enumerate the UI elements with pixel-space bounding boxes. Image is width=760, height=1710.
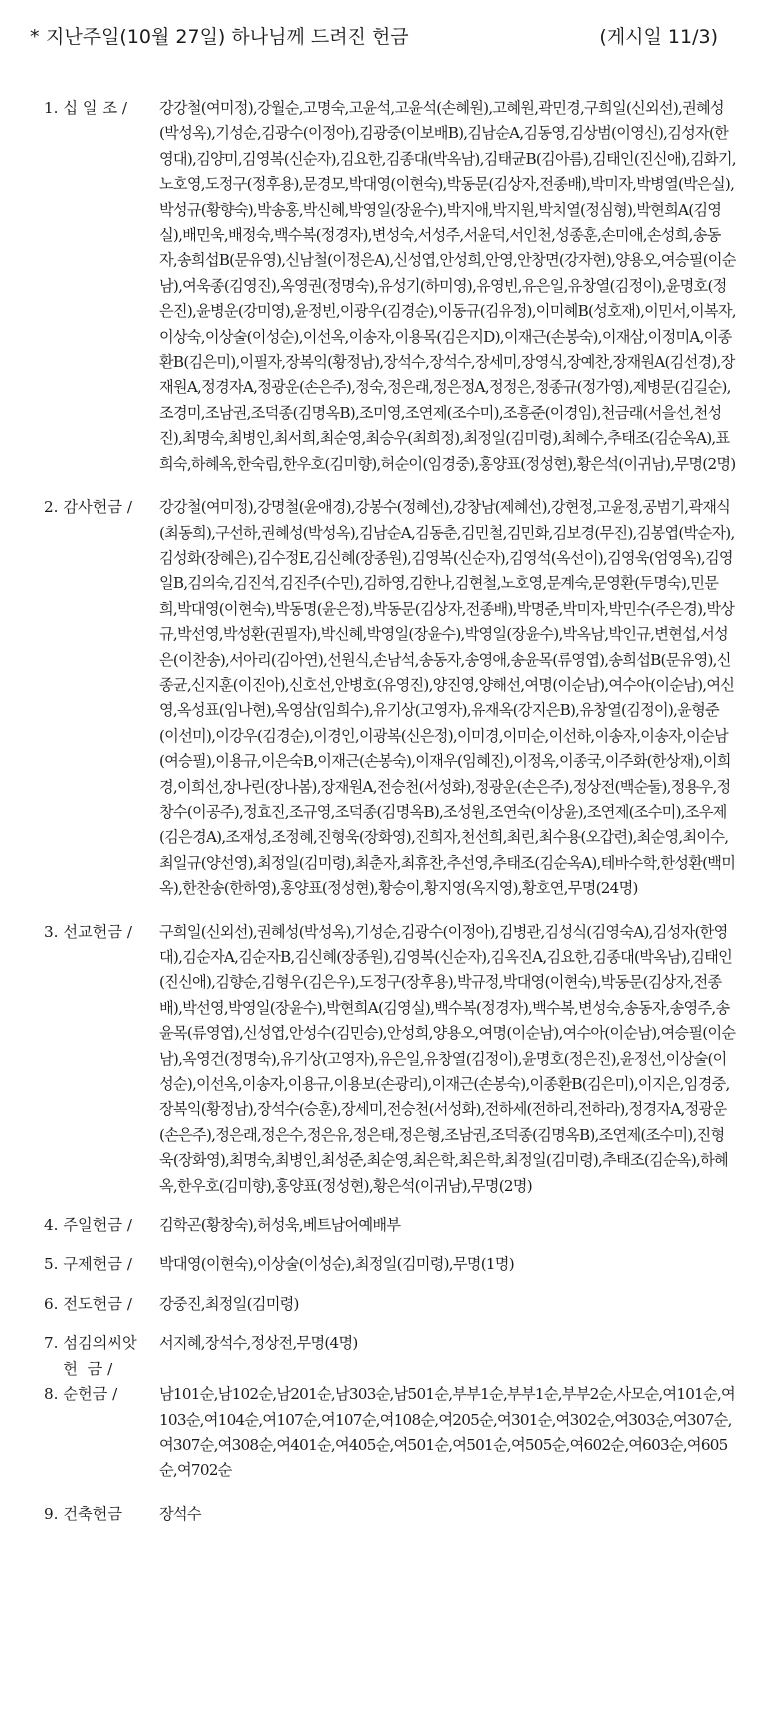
- offering-relief: [30, 1252, 736, 1277]
- offering-label: 4. 주일헌금 /: [44, 1216, 132, 1235]
- offering-label: 9. 건축헌금: [44, 1504, 123, 1523]
- offering-seed-of-service: [30, 1331, 736, 1382]
- donor-names: 서지혜,장석수,정상전,무명(4명): [159, 1334, 358, 1353]
- bullet-star: *: [30, 26, 40, 48]
- donor-names: 장석수: [159, 1504, 201, 1523]
- offering-label: 2. 감사헌금 /: [44, 498, 132, 517]
- offering-label: 8. 순헌금 /: [44, 1385, 118, 1404]
- posting-date: (게시일 11/3): [599, 26, 718, 48]
- page-header: [30, 22, 736, 52]
- offering-tithe: [30, 96, 736, 477]
- offering-evangelism: [30, 1292, 736, 1317]
- offering-label: 1. 십 일 조 /: [44, 99, 127, 117]
- offering-cell-group: [30, 1382, 736, 1484]
- offering-label: 3. 선교헌금 /: [44, 922, 132, 941]
- donor-names: 김학곤(황창숙),허성욱,베트남어예배부: [159, 1216, 401, 1235]
- offering-label: 7. 섬김의씨앗 헌 금 /: [44, 1334, 137, 1378]
- donor-names: 구희일(신외선),권혜성(박성옥),기성순,김광수(이정아),김병관,김성식(김영숙A),김성자(한영대),김순자A,김순자B,김신혜(장종원),김영복(신순자),김옥진A,김요한,김종대(박옥남),김태인(진신애),김향순,김형우(김은우),도정구(장후용),박규정,박대영(이현숙),박동문(김상자,전종배),박선영,박영일(장윤수),박현희A(김영실),백수복(정경자),백수복,변성숙,송동자,송영주,송윤목(류영엽),신성엽,안성수(김민승),안성희,양용오,여명(이순남),여수아(이순남),여승필(이순남),옥영건(정명숙),유기상(고영자),유은일,유창열(김정이),윤명호(정은진),윤정선,이상술(이성순),이선옥,이송자,이용규,이용보(손광리),이재근(손봉숙),이종환B(김은미),이지은,임경중,장복익(황정남),장석수(승훈),장세미,전승천(서성화),전하세(전하리,전하라),정경자A,정광운(손은주),정은래,정은수,정은유,정은태,정은형,조남권,조덕종(김명옥B),조연제(조수미),진형욱(장화영),최명숙,최병인,최성준,최순영,최은학,최은학,최정일(김미령),추태조(김순옥),하혜옥,한우호(김미향),홍양표(정성현),황은석(이귀남),무명(2명): [159, 922, 736, 1195]
- offering-thanksgiving: [30, 495, 736, 902]
- offering-building: [30, 1502, 736, 1527]
- page-title: 지난주일(10월 27일) 하나님께 드려진 헌금: [46, 26, 409, 48]
- donor-names: 강강철(여미정),강월순,고명숙,고윤석,고윤석(손혜원),고혜원,곽민경,구희일(신외선),권혜성(박성옥),기성순,김광수(이정아),김광중(이보배B),김남순A,김동영,김상범(이영신),김성자(한영대),김양미,김영복(신순자),김요한,김종대(박옥남),김태균B(김아름),김태인(진신애),김화기,노호영,도정구(정후용),문경모,박대영(이현숙),박동문(김상자,전종배),박미자,박병열(박은실),박성규(황향숙),박송홍,박신혜,박영일(장윤수),박지애,박지원,박치열(정심형),박현희A(김영실),배민욱,배정숙,백수복(정경자),변성숙,서성주,서윤덕,서인천,성종훈,손미애,손성희,송동자,송희섭B(문유영),신남철(이정은A),신성엽,안성희,안영,안창면(강자현),양용오,여승필(이순남),여욱종(김영진),옥영권(정명숙),유성기(하미영),유영빈,유은일,유창열(김정이),윤명호(정은진),윤병운(강미영),윤정빈,이광우(김경순),이동규(김유정),이미혜B(성호재),이민서,이복자,이상숙,이상술(이성순),이선옥,이송자,이용목(김은지D),이재근(손봉숙),이재삼,이정미A,이종환B(김은미),이필자,장복익(황정남),장석수,장석수,장세미,장영식,장예찬,장재원A(김선경),장재원A,정경자A,정광운(손은주),정숙,정은래,정은정A,정정은,정종규(정가영),제병문(김길순),조경미,조남권,조덕종(김명옥B),조미영,조연제(조수미),조흥준(이경임),천금래(서을선,천성진),최명숙,최병인,최서희,최순영,최승우(최희정),최정일(김미령),최혜수,추태조(김순옥A),표희숙,하혜옥,한숙림,한우호(김미향),허순이(임경중),홍양표(정성현),황은석(이귀남),무명(2명): [159, 99, 736, 473]
- donor-names: 남101순,남102순,남201순,남303순,남501순,부부1순,부부1순,부부2순,사모순,여101순,여103순,여104순,여107순,여107순,여108순,여205순,여301순,여302순,여303순,여307순,여307순,여308순,여401순,여405순,여501순,여501순,여505순,여602순,여603순,여605순,여702순: [159, 1385, 735, 1480]
- donor-names: 강강철(여미정),강명철(윤애경),강봉수(정혜선),강창남(제혜선),강현정,고윤정,공범기,곽재식(최동희),구선하,권혜성(박성옥),김남순A,김동춘,김민철,김민화,김보경(무진),김봉엽(박순자),김성화(장혜은),김수정E,김신혜(장종원),김영복(신순자),김영석(옥선이),김영욱(엄영옥),김영일B,김의숙,김진석,김진주(수민),김하영,김한나,김현철,노호영,문계숙,문영환(두명숙),민문희,박대영(이현숙),박동명(윤은정),박동문(김상자,전종배),박명준,박미자,박민수(주은경),박상규,박선영,박성환(권필자),박신혜,박영일(장윤수),박영일(장윤수),박옥남,박인규,변현섭,서성은(이찬송),서아리(김아연),선원식,손남석,송동자,송영애,송윤목(류영엽),송희섭B(문유영),신종균,신지훈(이진아),신호선,안병호(유영진),양진영,양해선,여명(이순남),여수아(이순남),여신영,옥성표(임나현),옥영삼(임희수),유기상(고영자),유재옥(강지은B),유창열(김정이),윤형준(이선미),이강우(김경순),이경인,이광복(신은정),이미경,이미순,이선하,이송자,이송자,이순남(여승필),이용규,이은숙B,이재근(손봉숙),이재우(임혜진),이정옥,이종국,이주화(한상재),이희경,이희선,장나린(장나봄),장재원A,전승천(서성화),정광운(손은주),정상전(백순둘),정용우,정창수(이공주),정효진,조규영,조덕종(김명옥B),조성원,조연숙(이상윤),조연제(조수미),조우제(김은경A),조재성,조정혜,진형욱(장화영),진희자,천선희,최린,최수용(오갑련),최순영,최이수,최일규(양선영),최정일(김미령),최춘자,최휴찬,추선영,추태조(김순옥A),테바수학,한성환(백미옥),한찬송(한하영),홍양표(정성현),황승이,황지영(옥지영),황호연,무명(24명): [159, 498, 736, 898]
- donor-names: 박대영(이현숙),이상술(이성순),최정일(김미령),무명(1명): [159, 1255, 514, 1274]
- donor-names: 강중진,최정일(김미령): [159, 1294, 299, 1313]
- offering-label: 5. 구제헌금 /: [44, 1255, 132, 1274]
- offering-label: 6. 전도헌금 /: [44, 1294, 132, 1313]
- offering-sunday: [30, 1213, 736, 1238]
- offering-mission: [30, 920, 736, 1199]
